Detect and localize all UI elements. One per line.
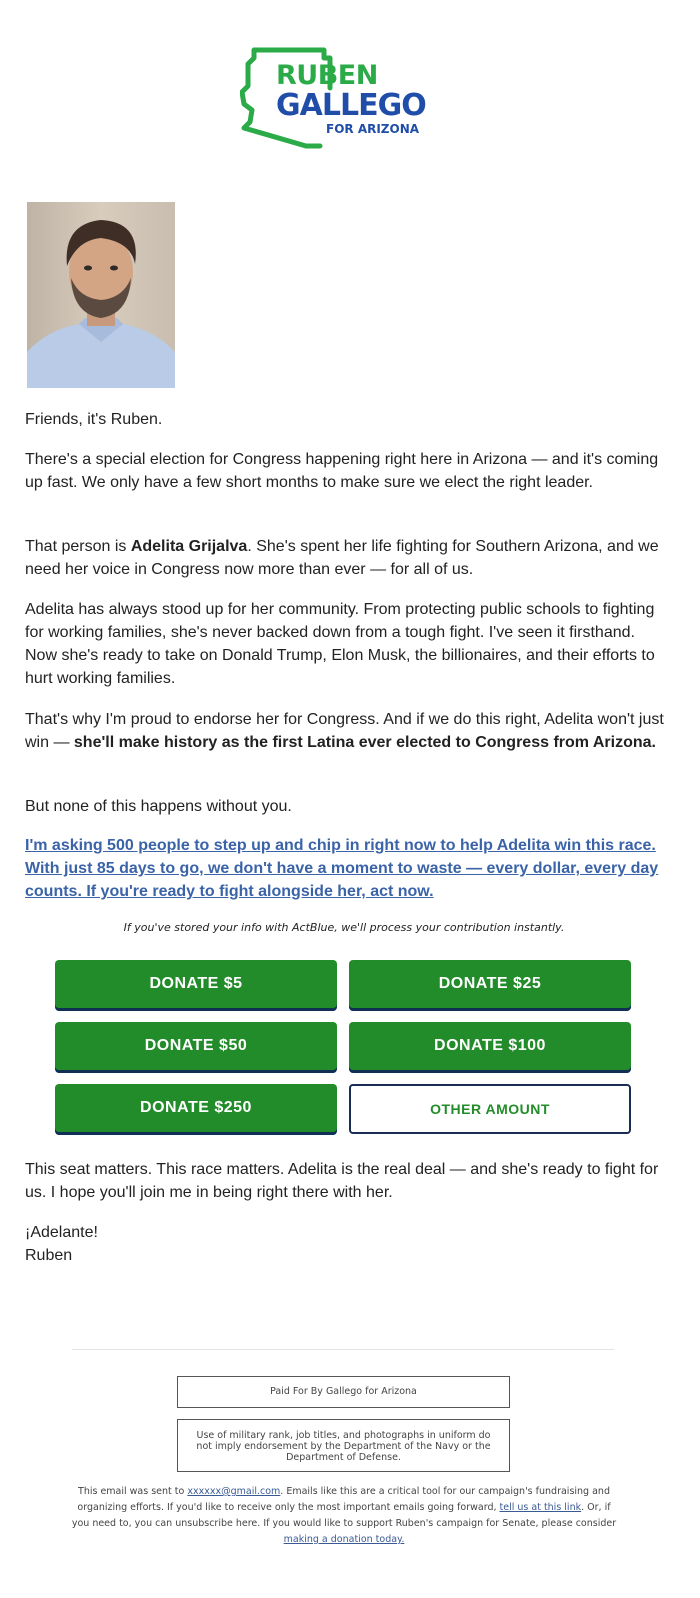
paragraph-1: There's a special election for Congress happening right here in Arizona — and it's coming up fast. We only have a few short months to make sure we elect the right leader.: [25, 451, 659, 491]
donate-50-button[interactable]: DONATE $50: [55, 1022, 337, 1070]
campaign-logo: [240, 46, 440, 150]
donate-250-button[interactable]: DONATE $250: [55, 1084, 337, 1132]
logo-for-arizona: FOR ARIZONA: [326, 122, 420, 136]
disclaimer-text: Use of military rank, job titles, and photographs in uniform do not imply endorsement by the Department of the Navy or the Department of Defense.: [196, 1430, 491, 1463]
signoff: ¡Adelante!: [25, 1224, 98, 1241]
candidate-photo: [27, 202, 175, 388]
paragraph-5: But none of this happens without you.: [25, 798, 292, 815]
preferences-link[interactable]: tell us at this link: [499, 1502, 582, 1513]
other-amount-button[interactable]: OTHER AMOUNT: [349, 1084, 631, 1134]
paid-for-box: [177, 1376, 510, 1408]
cta-link[interactable]: I'm asking 500 people to step up and chip in right now to help Adelita win this race. With just 85 days to go, we don't have a moment to waste — every dollar, every day counts. If you're ready to fight alongside her, act now.: [25, 837, 659, 900]
disclaimer-box: [177, 1419, 510, 1472]
signature: Ruben: [25, 1247, 73, 1264]
paragraph-4: That's why I'm proud to endorse her for Congress. And if we do this right, Adelita won't just win — she'll make history as the first Latina ever elected to Congress from Arizona.: [25, 711, 664, 751]
cta-paragraph: [25, 834, 670, 903]
donate-25-button[interactable]: DONATE $25: [349, 960, 631, 1008]
paid-for-text: Paid For By Gallego for Arizona: [270, 1386, 417, 1397]
paragraph-3: Adelita has always stood up for her community. From protecting public schools to fighting for working families, she's never backed down from a tough fight. I've seen it firsthand. Now she's ready to take on Donald Trump, Elon Musk, the billionaires, and their efforts to hurt working families.: [25, 601, 655, 687]
logo-ruben: RUBEN: [276, 60, 378, 91]
footer-divider: [72, 1349, 614, 1350]
donate-100-button[interactable]: DONATE $100: [349, 1022, 631, 1070]
donate-5-button[interactable]: DONATE $5: [55, 960, 337, 1008]
footer-text: This email was sent to xxxxxx@gmail.com. Emails like this are a critical tool for our campaign's fundraising and organizing efforts. If you'd like to receive only the most important emails going forward, tell us at this link. Or, if you need to, you can unsubscribe here. If you would like to support Ruben's campaign for Senate, please consider making a donation today.: [71, 1486, 617, 1545]
actblue-note: If you've stored your info with ActBlue, we'll process your contribution instantly.: [123, 921, 565, 934]
candidate-name: Adelita Grijalva: [130, 538, 248, 555]
greeting: Friends, it's Ruben.: [25, 411, 163, 428]
email-address-link[interactable]: xxxxxx@gmail.com: [187, 1486, 281, 1497]
logo-gallego: GALLEGO: [276, 88, 426, 123]
paragraph-6: This seat matters. This race matters. Adelita is the real deal — and she's ready to fight for us. I hope you'll join me in being right there with her.: [25, 1161, 659, 1201]
paragraph-2: That person is Adelita Grijalva. She's spent her life fighting for Southern Arizona, and we need her voice in Congress now more than ever — for all of us.: [25, 538, 659, 578]
donation-link[interactable]: making a donation today.: [283, 1534, 405, 1545]
